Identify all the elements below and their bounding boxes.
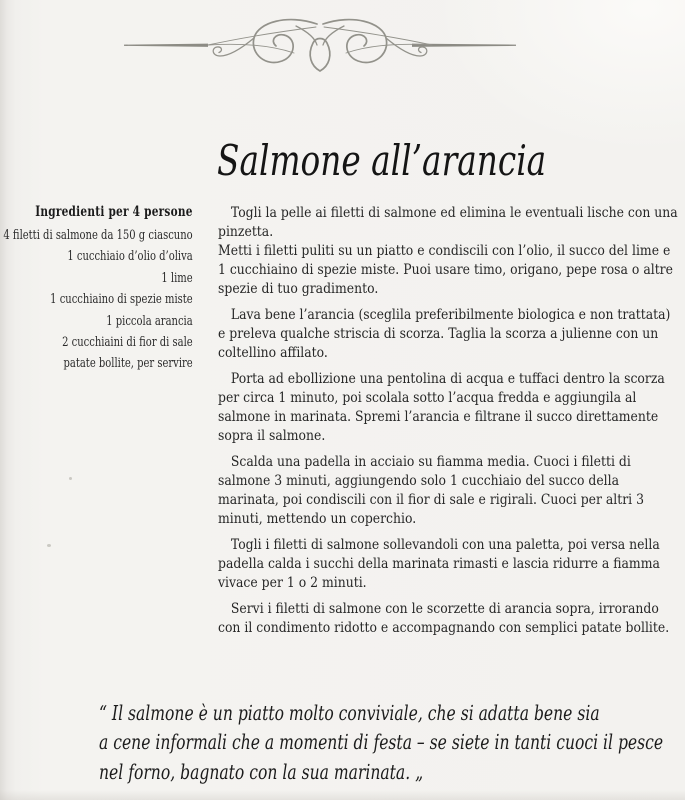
- ingredients-heading: Ingredienti per 4 persone: [35, 204, 193, 220]
- ingredient-item: 1 lime: [161, 270, 193, 286]
- ingredient-item: patate bollite, per servire: [63, 356, 193, 372]
- ingredient-item: 4 filetti di salmone da 150 g ciascuno: [3, 228, 193, 243]
- method-text: [218, 204, 678, 638]
- method-paragraph: Scalda una padella in acciaio su fiamma media. Cuoci i filetti di salmone 3 minuti, aggiungendo solo 1 cucchiaio del succo della marinata, poi condiscili con il fior di sale e rigirali. Cuoci per altri 3 minuti, mettendo un coperchio.: [218, 454, 645, 527]
- ingredient-item: 1 cucchiaino di spezie miste: [50, 292, 193, 308]
- quote-line: a cene informali che a momenti di festa – se siete in tanti cuoci il pesce: [99, 730, 664, 755]
- method-paragraph: Togli la pelle ai filetti di salmone ed elimina le eventuali lische con una pinzetta.: [218, 205, 678, 240]
- quote-line: “ Il salmone è un piatto molto conviviale, che si adatta bene sia: [99, 701, 600, 725]
- scan-speck: [47, 544, 51, 547]
- method-paragraph: Togli i filetti di salmone sollevandoli con una paletta, poi versa nella padella calda i succhi della marinata rimasti e lascia ridurre a fiamma vivace per 1 o 2 minuti.: [218, 537, 660, 591]
- method-paragraph: Metti i filetti puliti su un piatto e condiscili con l’olio, il succo del lime e 1 cucchiaino di spezie miste. Puoi usare timo, origano, pepe rosa o altre spezie di tuo gradimento.: [218, 243, 673, 297]
- method-paragraph: Servi i filetti di salmone con le scorzette di arancia sopra, irrorando con il condimento ridotto e accompagnando con semplici patate bollite.: [218, 601, 670, 636]
- quote-line: nel forno, bagnato con la sua marinata. „: [99, 759, 424, 784]
- flourish-divider-icon: [120, 14, 520, 84]
- ingredient-item: 1 cucchiaio d’olio d’oliva: [67, 249, 193, 265]
- ingredient-item: 1 piccola arancia: [106, 313, 193, 329]
- recipe-quote: [99, 699, 663, 787]
- recipe-title: Salmone all’arancia: [217, 136, 547, 185]
- ingredients-list: [4, 225, 193, 375]
- method-paragraph: Lava bene l’arancia (sceglila preferibilmente biologica e non trattata) e preleva qualche striscia di scorza. Taglia la scorza a julienne con un coltellino affilato.: [218, 307, 671, 361]
- ingredient-item: 2 cucchiaini di fior di sale: [62, 335, 193, 351]
- scan-speck: [69, 477, 72, 480]
- ingredients-panel: [4, 202, 193, 375]
- method-paragraph: Porta ad ebollizione una pentolina di acqua e tuffaci dentro la scorza per circa 1 minuto, poi scolala sotto l’acqua fredda e aggiungila al salmone in marinata. Spremi l’arancia e filtrane il succo direttamente sopra il salmone.: [218, 371, 665, 444]
